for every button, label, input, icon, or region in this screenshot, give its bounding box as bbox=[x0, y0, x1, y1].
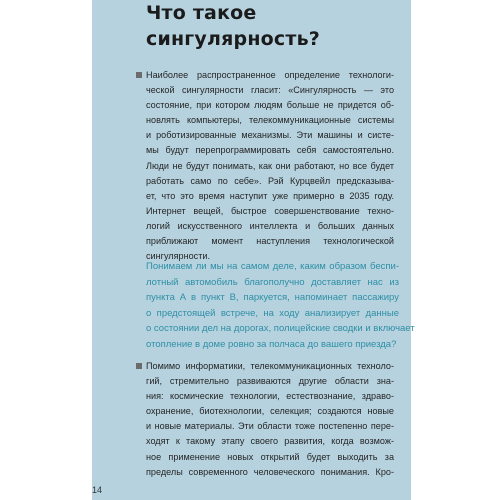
paragraph-other-fields bbox=[146, 359, 394, 480]
bullet-square-icon bbox=[136, 363, 142, 369]
text-line: мы будут перепрограммировать себя самостоятельно. bbox=[146, 145, 394, 156]
highlighted-question-paragraph bbox=[146, 259, 415, 353]
text-line: новлять компьютеры, телекоммуникационные системы bbox=[146, 115, 394, 126]
page-number: 14 bbox=[92, 485, 103, 495]
text-line: ходят к такому этапу своего развития, когда возмож- bbox=[146, 436, 394, 447]
page-title bbox=[146, 0, 396, 52]
text-line: пункта А в пункт В, паркуется, напоминает пассажиру bbox=[146, 292, 399, 304]
text-line: пределы современного человеческого понимания. Кро- bbox=[146, 466, 394, 477]
text-line: Интернет вещей, быстрое совершенствование техно- bbox=[146, 205, 394, 216]
bullet-square-icon bbox=[136, 72, 142, 78]
text-line: о состоянии дел на дорогах, полицейские сводки и включает bbox=[146, 323, 415, 335]
text-line: и роботизированные механизмы. Эти машины и систе- bbox=[146, 130, 394, 141]
text-line: ет, что это время наступит уже примерно в 2035 году. bbox=[146, 190, 394, 201]
text-line: сингулярности. bbox=[146, 251, 210, 262]
text-line: гий, стремительно развиваются другие области зна- bbox=[146, 376, 394, 387]
text-line: работать само по себе». Рэй Курцвейл предсказыва- bbox=[146, 175, 394, 186]
text-line: ния: космические технологии, естествознание, здраво- bbox=[146, 391, 394, 402]
text-line: Понимаем ли мы на самом деле, каким образом беспи- bbox=[146, 261, 399, 272]
title-line-2: сингулярность? bbox=[146, 28, 321, 50]
text-line: и новые материалы. Эти области тоже постепенно пере- bbox=[146, 421, 394, 432]
text-line: Помимо информатики, телекоммуникационных техноло- bbox=[146, 361, 394, 371]
paragraph-definition bbox=[146, 68, 394, 264]
text-line: приближают момент наступления технологической bbox=[146, 236, 394, 247]
text-line: Люди не будут понимать, как они работают, но все будет bbox=[146, 160, 394, 171]
text-line: ческой сингулярности гласит: «Сингулярность — это bbox=[146, 85, 394, 96]
text-line: отопление в доме ровно за полчаса до вашего приезда? bbox=[146, 338, 397, 350]
text-line: состояние, при котором людям больше не придется об- bbox=[146, 100, 394, 111]
text-line: ное применение новых открытий будет выходить за bbox=[146, 451, 394, 462]
text-line: логий искусственного интеллекта и больших данных bbox=[146, 220, 394, 231]
text-line: Наиболее распространенное определение технологи- bbox=[146, 70, 394, 80]
text-line: о предстоящей встрече, на ходу анализирует данные bbox=[146, 307, 399, 319]
text-line: охранение, биотехнологии, селекция; создаются новые bbox=[146, 406, 394, 417]
text-line: лотный автомобиль благополучно доставляет нас из bbox=[146, 276, 399, 288]
title-line-1: Что такое bbox=[146, 2, 257, 24]
